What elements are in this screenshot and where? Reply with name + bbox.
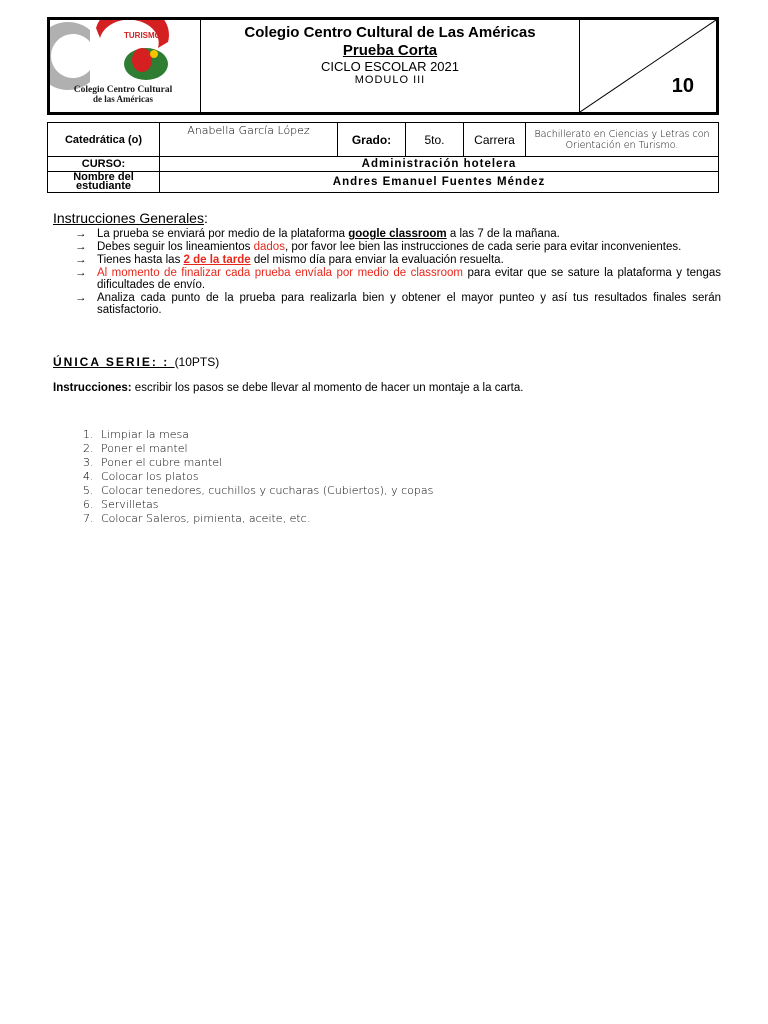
list-item	[53, 228, 721, 240]
teacher-value: Anabella García López	[160, 123, 338, 157]
teacher-label: Catedrática (o)	[48, 123, 160, 157]
instr1-c: a las 7 de la mañana.	[446, 228, 560, 240]
instr2-a: Debes seguir los lineamientos	[97, 241, 254, 253]
list-item: 6. Servilletas	[97, 498, 721, 512]
course-value: Administración hotelera	[160, 157, 719, 172]
instructions-title	[53, 212, 721, 224]
list-item: 7. Colocar Saleros, pimienta, aceite, etc.	[97, 512, 721, 526]
module-label: MODULO III	[354, 74, 426, 86]
grade-label: Grado:	[338, 123, 406, 157]
instr2-b: dados	[253, 241, 285, 253]
instructions-list	[53, 228, 721, 316]
list-item: 1. Limpiar la mesa	[97, 428, 721, 442]
instr3-b: 2 de la tarde	[183, 254, 251, 266]
school-logo-icon	[50, 20, 196, 112]
score-cell	[580, 20, 716, 112]
instr2-c: , por favor lee bien las instrucciones de cada serie para evitar inconvenientes.	[284, 241, 682, 253]
career-label: Carrera	[464, 123, 526, 157]
list-item: 3. Poner el cubre mantel	[97, 456, 721, 470]
score-diagonal	[580, 20, 716, 112]
table-row	[48, 123, 719, 157]
career-value: Bachillerato en Ciencias y Letras con Orientación en Turismo.	[526, 123, 719, 157]
content	[53, 212, 721, 526]
instr4-b: para evitar que se sature la plataforma y tengas dificultades de envío.	[97, 267, 721, 291]
serie-instr-label: Instrucciones:	[53, 382, 132, 394]
score-value: 10	[671, 75, 694, 97]
logo-badge: TURISMO	[124, 31, 161, 40]
serie-points: (10PTS)	[174, 355, 220, 369]
logo-text-line1: Colegio Centro Cultural	[73, 85, 173, 95]
table-row	[48, 172, 719, 193]
instr3-a: Tienes hasta las	[97, 254, 184, 266]
list-item: 5. Colocar tenedores, cuchillos y cucharas (Cubiertos), y copas	[97, 484, 721, 498]
logo-cell	[50, 20, 201, 112]
list-item	[53, 267, 721, 291]
serie-instructions	[53, 382, 633, 394]
header-box	[47, 17, 719, 115]
student-value: Andres Emanuel Fuentes Méndez	[160, 172, 719, 193]
list-item	[53, 254, 721, 266]
arrow-icon: →	[75, 267, 87, 279]
course-label: CURSO:	[48, 157, 160, 172]
list-item	[53, 241, 721, 253]
info-table	[47, 122, 719, 193]
arrow-icon: →	[75, 292, 87, 304]
student-label: Nombre del estudiante	[48, 172, 160, 193]
instr3-c: del mismo día para enviar la evaluación resuelta.	[250, 254, 504, 266]
arrow-icon: →	[75, 228, 87, 240]
arrow-icon: →	[75, 241, 87, 253]
logo-text-line2: de las Américas	[93, 94, 153, 104]
serie-instr-text: escribir los pasos se debe llevar al momento de hacer un montaje a la carta.	[131, 382, 524, 394]
arrow-icon: →	[75, 254, 87, 266]
instr1-b: google classroom	[348, 228, 447, 240]
serie-heading	[53, 356, 721, 368]
test-title: Prueba Corta	[342, 42, 438, 59]
grade-value: 5to.	[406, 123, 464, 157]
list-item	[53, 292, 721, 316]
instructions-title-text: Instrucciones Generales	[53, 210, 204, 226]
instr4-a: Al momento de finalizar cada prueba envíala por medio de classroom	[97, 267, 463, 279]
instructions-title-colon: :	[203, 210, 208, 226]
school-cycle: CICLO ESCOLAR 2021	[320, 59, 459, 74]
list-item: 4. Colocar los platos	[97, 470, 721, 484]
steps-list	[53, 428, 721, 526]
school-name: Colegio Centro Cultural de Las Américas	[244, 24, 536, 41]
instr1-a: La prueba se enviará por medio de la plataforma	[97, 228, 349, 240]
list-item: 2. Poner el mantel	[97, 442, 721, 456]
table-row	[48, 157, 719, 172]
instr5: Analiza cada punto de la prueba para realizarla bien y obtener el mayor punteo y así tus resultados finales serán satisfactorio.	[97, 292, 721, 316]
serie-title: ÚNICA SERIE: :	[53, 355, 175, 369]
title-cell	[201, 20, 580, 112]
